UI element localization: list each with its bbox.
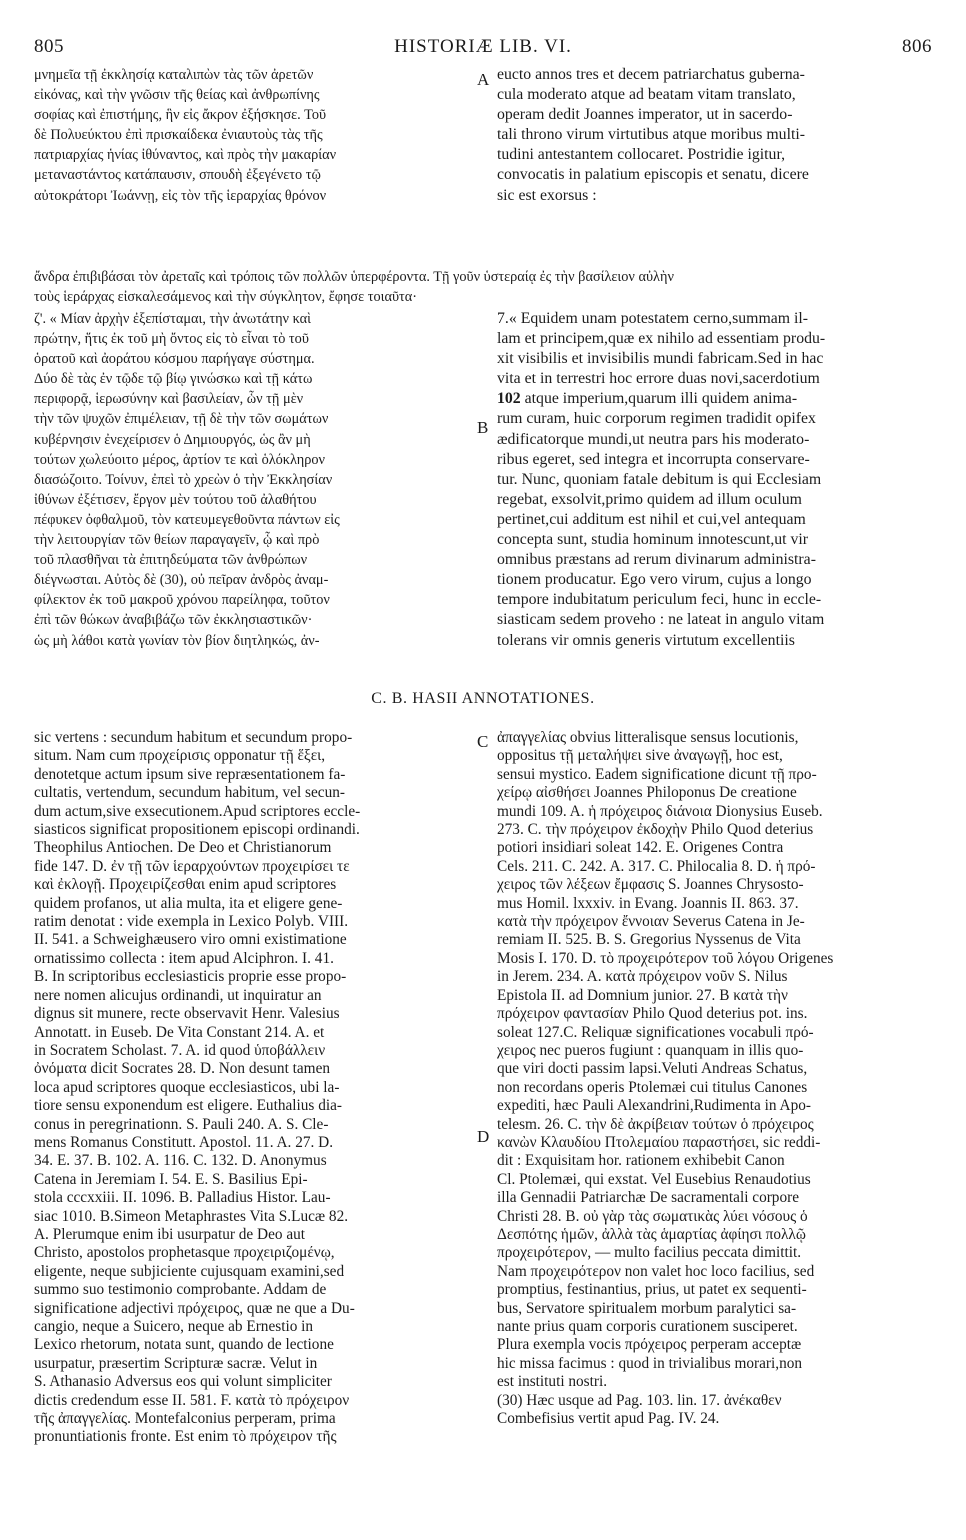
margin-marker-d: D <box>477 1127 490 1146</box>
text-line: ὡς μὴ λάθοι κατὰ γωνίαν τὸν βίον διητληκώς, ἀν- <box>34 632 320 649</box>
text-line: φίλεκτον ἐκ τοῦ μακροῦ χρόνου παρείληφα, τοῦτον <box>34 592 330 609</box>
text-line: δὲ Πολυεύκτου ἐπὶ πρισκαίδεκα ἐνιαυτοὺς τὰς τῆς <box>34 127 323 144</box>
text-line: 273. C. τὴν πρόχειρον ἐκδοχὴν Philo Quod deterius <box>497 821 814 839</box>
text-line: mus Homil. lxxxiv. in Evang. Joannis II. 863. 37. <box>497 894 799 912</box>
text-line: A. Plerumque enim ibi usurpatur de Deo aut <box>34 1225 306 1243</box>
text-line: τοῦ πλασθῆναι τὰ ἐπιτηδεύματα τῶν ἀνθρώπων <box>34 552 308 569</box>
text-line: Nam προχειρότερον non valet hoc loco facilius, sed <box>497 1262 815 1280</box>
text-line: sic vertens : secundum habitum et secundum propo- <box>34 729 353 746</box>
text-line: ἐπὶ τῶν θώκων ἀναβιβάζω τῶν ἐκκλησιαστικῶν· <box>34 612 313 629</box>
text-line: Δύο δὲ τὰς ἐν τῷδε τῷ βίῳ γινώσκω καὶ τῇ κάτω <box>34 371 313 388</box>
text-line: sensui mystico. Eadem significatione dicunt τῇ προ- <box>497 765 817 783</box>
greek-text-top <box>34 65 490 206</box>
text-line: tempore indubitatum periculum feci, hunc in eccle- <box>497 591 822 609</box>
text-line: Combefisius vertit apud Pag. IV. 24. <box>497 1410 720 1428</box>
latin-text-main <box>497 309 933 651</box>
text-line: ὀνόματα dicit Socrates 28. D. Non desunt tamen <box>34 1060 331 1078</box>
page-number-left: 805 <box>34 36 64 57</box>
text-line: regebat, exsolvit,primo quidem ad illum oculum <box>497 490 802 508</box>
margin-marker-c: C <box>477 732 489 751</box>
text-line: mundi 109. A. ἡ πρόχειρος διάνοια Dionysius Euseb. <box>497 802 823 820</box>
text-line: eligente, neque subjiciente cujusquam examini,sed <box>34 1262 345 1280</box>
text-line: τῆς ἀπαγγελίας. Montefalconius perperam, prima <box>34 1410 336 1428</box>
text-line: Plura exempla vocis πρόχειρος perperam acceptæ <box>497 1336 802 1354</box>
text-line: in Socratem Scholast. 7. A. id quod ὑποβάλλειν <box>34 1041 326 1059</box>
text-line: ζ'. « Μίαν ἀρχὴν ἐξεπίσταμαι, τὴν ἀνωτάτην καὶ <box>34 311 312 327</box>
text-line: stola cccxxiii. II. 1096. B. Palladius Histor. Lau- <box>34 1189 331 1207</box>
text-line: Epistola II. ad Domnium junior. 27. B κατὰ τὴν <box>497 986 788 1004</box>
text-line: τὴν τῶν ψυχῶν ἐπιμέλειαν, τῇ δὲ τὴν τῶν σωμάτων <box>34 411 329 428</box>
text-line: εἰκόνας, καὶ τὴν γνῶσιν τῆς θείας καὶ ἀνθρωπίνης <box>34 87 320 104</box>
text-line: κανὼν Κλαυδίου Πτολεμαίου παραστήσει, sic reddi- <box>497 1133 821 1151</box>
text-line: ἰθύνων ἐξέτισεν, ἔργον μὲν τούτου τοῦ ἀλαθήτου <box>34 491 317 508</box>
text-line: ὁρατοῦ καὶ ἀοράτου κόσμου παρήγαγε σύστημα. <box>34 351 315 368</box>
text-line: tionem producatur. Ego vero virum, cujus a longo <box>497 571 812 589</box>
text-line: pronuntiationis fronte. Est enim τὸ πρόχειρον τῆς <box>34 1428 337 1446</box>
text-line: Δεσπότης ἡμῶν, ἀλλὰ τὰς ἁμαρτίας ἀφίησι πολλῷ <box>497 1225 806 1243</box>
text-line: dictis credendum esse II. 581. F. κατὰ τὸ πρόχειρον <box>34 1391 350 1409</box>
text-line: tali throno virum virtutibus atque moribus multi- <box>497 126 806 144</box>
text-line: usurpatur, præsertim Scripturæ sacræ. Velut in <box>34 1354 318 1372</box>
text-line: προχειρότερον, — multo facilius peccata dimittit. <box>497 1244 802 1262</box>
text-line: siasticos significat propositionem episcopi ordinandi. <box>34 821 360 839</box>
text-line: hic missa facimus : quod in trivialibus morari,non <box>497 1354 803 1372</box>
text-line: rum curam, huic corporum regimen tradidit opifex <box>497 410 816 428</box>
page-number-right: 806 <box>902 36 932 57</box>
text-line: vita et in terrestri hoc errore duas novi,sacerdotium <box>497 370 820 388</box>
text-line: (30) Hæc usque ad Pag. 103. lin. 17. ἀνέκαθεν <box>497 1391 782 1409</box>
text-line: κατὰ τὴν πρόχειρον ἔννοιαν Severus Catena in Je- <box>497 913 805 931</box>
text-line: lam et principem,quæ ex nihilo ad essentiam produ- <box>497 330 826 348</box>
margin-marker-a: A <box>477 70 490 89</box>
greek-text-fullwidth <box>34 267 934 307</box>
text-line: illa Gennadii Patriarchæ De sacramentali corpore <box>497 1189 799 1207</box>
text-line: significatione adjectivi πρόχειρος, quæ ne que a Du- <box>34 1299 355 1317</box>
text-line: conus in peregrinationn. S. Pauli 240. A. S. Cle- <box>34 1115 329 1133</box>
text-line: τούτων χωλεύοιτο μέρος, ἀρτίον τε καὶ ὁλόκληρον <box>34 451 326 468</box>
text-line: Theophilus Antiochen. De Deo et Christianorum <box>34 839 332 857</box>
text-line: II. 541. a Schweighæusero viro omni existimatione <box>34 931 347 949</box>
text-line: tudini antestantem collocaret. Postridie igitur, <box>497 146 786 164</box>
text-line: loca apud scriptores quoque ecclesiasticos, ubi la- <box>34 1078 340 1096</box>
annotations-title: C. B. HASII ANNOTATIONES. <box>371 690 595 707</box>
text-line: fide 147. D. ἐν τῇ τῶν ἱεραρχούντων προχειρίσει τε <box>34 857 350 875</box>
margin-marker-b: B <box>477 418 489 437</box>
text-line: πρώτην, ἥτις ἐκ τοῦ μὴ ὄντος εἰς τὸ εἶναι τὸ τοῦ <box>34 331 309 348</box>
text-line: mens Romanus Constitutt. Apostol. 11. A. 27. D. <box>34 1133 334 1151</box>
text-line: περιφορᾷ, ἱερωσύνην καὶ βασιλείαν, ὧν τῇ μὲν <box>34 391 304 408</box>
text-line: Christi 28. B. οὐ γὰρ τὰς σωματικὰς λύει νόσους ὁ <box>497 1207 808 1225</box>
text-line: πέφυκεν ὀφθαλμοῦ, τὸν κατευμεγεθοῦντα πάντων εἰς <box>34 511 340 528</box>
text-line: siasticam sedem proveho : ne lateat in angulo vitam <box>497 611 825 629</box>
text-line: concepta sunt, studia hominum innotescunt,ut vir <box>497 531 809 549</box>
text-line: oppositus τῇ μεταλήψει sive ἀναγωγῇ, hoc est, <box>497 747 783 765</box>
text-line: tur. Nunc, quoniam fatale debitum is qui Ecclesiam <box>497 470 822 488</box>
annotations-right-column <box>497 729 933 1428</box>
text-line: Mosis I. 170. D. τὸ προχειρότερον τοῦ λόγου Origenes <box>497 949 834 967</box>
text-line: ribus egeret, sed integra et incorrupta conservare- <box>497 450 810 468</box>
text-line: ἄνδρα ἐπιβιβάσαι τὸν ἀρεταῖς καὶ τρόποις τῶν πολλῶν ὑπερφέροντα. Τῇ γοῦν ὑστεραίᾳ ἐς τὴν βασίλειον αὐλὴν <box>34 269 674 285</box>
text-line: denotetque actum ipsum sive repræsentationem fa- <box>34 765 346 783</box>
text-line: B. In scriptoribus ecclesiasticis proprie esse propo- <box>34 968 347 986</box>
text-line: ornatissimo collecta : item apud Alciphron. I. 41. <box>34 949 334 967</box>
text-line: nere nomen alicujus ordinandi, ut inquiratur an <box>34 986 322 1004</box>
text-line: τὴν λειτουργίαν τῶν θείων παραγαγεῖν, ᾧ καὶ πρὸ <box>34 532 320 549</box>
text-line: χειρος τῶν λέξεων ἔμφασις S. Joannes Chrysosto- <box>497 876 804 894</box>
text-line: πατριαρχίας ἡνίας ἰθύναντος, καὶ πρὸς τὴν μακαρίαν <box>34 147 337 164</box>
text-line: 102 atque imperium,quarum illi quidem anima- <box>497 390 798 408</box>
text-line: telesm. 26. C. τὴν δὲ ἀκρίβειαν τούτων ὁ πρόχειρος <box>497 1115 814 1133</box>
text-line: est instituti nostri. <box>497 1373 608 1391</box>
text-line: Cl. Ptolemæi, qui exstat. Vel Eusebius Renaudotius <box>497 1170 811 1188</box>
text-line: quidem profanos, ut alia multa, ita et eligere gene- <box>34 894 343 912</box>
text-line: dit : Exquisitam hor. rationem exhibebit Canon <box>497 1152 785 1170</box>
greek-text-main <box>34 309 496 651</box>
text-line: S. Athanasio Adversus eos qui volunt simpliciter <box>34 1373 332 1391</box>
text-line: διασώζοιτο. Τοίνυν, ἐπεὶ τὸ χρεὼν ὁ τὴν Ἐκκλησίαν <box>34 471 333 488</box>
text-line: que viri docti passim lapsi.Veluti Andreas Schatus, <box>497 1060 808 1078</box>
text-line: expediti, hæc Pauli Alexandrini,Rudimenta in Apo- <box>497 1097 811 1115</box>
text-line: ædificatorque mundi,ut neutra pars his moderato- <box>497 430 810 448</box>
text-line: cula moderato atque ad beatam vitam translato, <box>497 86 796 104</box>
text-line: situm. Nam cum προχείρισις opponatur τῇ ἕξει, <box>34 747 326 765</box>
text-line: promptius, festinantius, prius, ut patet ex sequenti- <box>497 1281 807 1299</box>
text-line: Lexico rhetorum, notata sunt, quando de lectione <box>34 1336 334 1354</box>
text-line: χειρος nec pueros fugiunt : quanquam in illis quo- <box>497 1041 804 1059</box>
text-line: τοὺς ἱεράρχας εἰσκαλεσάμενος καὶ τὴν σύγκλητον, ἔφησε τοιαῦτα· <box>34 289 418 306</box>
text-line: μνημεῖα τῇ ἐκκλησίᾳ καταλιπὼν τὰς τῶν ἀρετῶν <box>34 67 314 83</box>
text-line: in Jerem. 234. A. κατὰ πρόχειρον νοῦν S. Nilus <box>497 968 788 986</box>
text-line: 7.« Equidem unam potestatem cerno,summam il- <box>497 310 809 327</box>
text-line: ἀπαγγελίας obvius litteralisque sensus locutionis, <box>497 729 799 746</box>
text-line: Catena in Jeremiam I. 54. E. S. Basilius Epi- <box>34 1170 308 1188</box>
text-line: cultatis, vertendum, secundum habitum, vel secun- <box>34 784 345 802</box>
text-line: πρόχειρον φαντασίαν Philo Quod deterius pot. ins. <box>497 1005 808 1023</box>
text-line: dum actum,sive exsecutionem.Apud scriptores eccle- <box>34 802 361 820</box>
page-header <box>34 36 932 64</box>
text-line: Cels. 211. C. 242. A. 317. C. Philocalia 8. D. ἡ πρό- <box>497 857 816 875</box>
text-line: dignus sit munere, recte observavit Henr. Valesius <box>34 1005 340 1023</box>
text-line: cangio, neque a Suicero, neque ab Ernestio in <box>34 1318 314 1335</box>
text-line: αὐτοκράτορι Ἰωάννῃ, εἰς τὸν τῆς ἱεραρχίας θρόνον <box>34 187 327 204</box>
text-line: Annotatt. in Euseb. De Vita Constant 214. A. et <box>34 1023 325 1041</box>
text-line: remiam II. 525. B. S. Gregorius Nyssenus de Vita <box>497 931 801 949</box>
text-line: sic est exorsus : <box>497 186 597 204</box>
text-line: διέγνωσται. Αὐτὸς δὲ (30), οὐ πεῖραν ἀνδρὸς ἀναμ- <box>34 572 329 589</box>
text-line: ratim denotat : vide exempla in Lexico Polyb. VIII. <box>34 913 349 931</box>
text-line: eucto annos tres et decem patriarchatus guberna- <box>497 66 805 83</box>
text-line: tiore sensu exponendum est eligere. Euthalius dia- <box>34 1097 342 1115</box>
text-line: χείρῳ αἰσθήσει Joannes Philoponus De creatione <box>497 784 797 802</box>
text-line: tolerans vir omnis generis virtutum excellentiis <box>497 631 795 649</box>
text-line: potiori insidiari soleat 142. E. Origenes Contra <box>497 839 784 857</box>
text-line: σοφίας καὶ ἐπιστήμης, ἣν εἰς ἄκρον ἐξήσκησε. Τοῦ <box>34 107 327 124</box>
text-line: omnibus præstans ad rerum divinarum administra- <box>497 551 816 569</box>
text-line: nante prius quam corporis curationem susciperet. <box>497 1318 798 1335</box>
text-line: convocatis in palatium episcopis et senatu, dicere <box>497 166 809 184</box>
text-line: non recordans operis Ptolemæi cui titulus Canones <box>497 1078 808 1096</box>
running-title: HISTORIÆ LIB. VI. <box>394 36 572 57</box>
text-line: summo suo testimonio comprobante. Addam de <box>34 1281 327 1299</box>
text-line: soleat 127.C. Reliquæ significationes vocabuli πρό- <box>497 1023 814 1041</box>
text-line: 34. E. 37. B. 102. A. 116. C. 132. D. Anonymus <box>34 1152 327 1170</box>
text-line: κυβέρνησιν ἐνεχείρισεν ὁ Δημιουργός, ὡς ἂν μὴ <box>34 431 311 448</box>
annotations-left-column <box>34 729 474 1447</box>
text-line: Christo, apostolos prophetasque προχειριζομένῳ, <box>34 1244 335 1262</box>
text-line: xit visibilis et invisibilis mundi fabricam.Sed in hac <box>497 350 824 368</box>
text-line: μεταναστάντος κατάπαυσιν, σπουδὴ ἐξεγένετο τῷ <box>34 167 321 184</box>
text-line: pertinet,cui additum est nihil et cui,vel antequam <box>497 510 806 528</box>
text-line: siac 1010. B.Simeon Metaphrastes Vita S.Lucæ 82. <box>34 1207 349 1225</box>
latin-text-top <box>497 65 933 206</box>
text-line: bus, Servatore spiritualem morbum paralytici sa- <box>497 1299 797 1317</box>
text-line: operam dedit Joannes imperator, ut in sacerdo- <box>497 106 793 124</box>
text-line: καὶ ἐκλογῇ. Προχειρίζεσθαι enim apud scriptores <box>34 876 337 894</box>
